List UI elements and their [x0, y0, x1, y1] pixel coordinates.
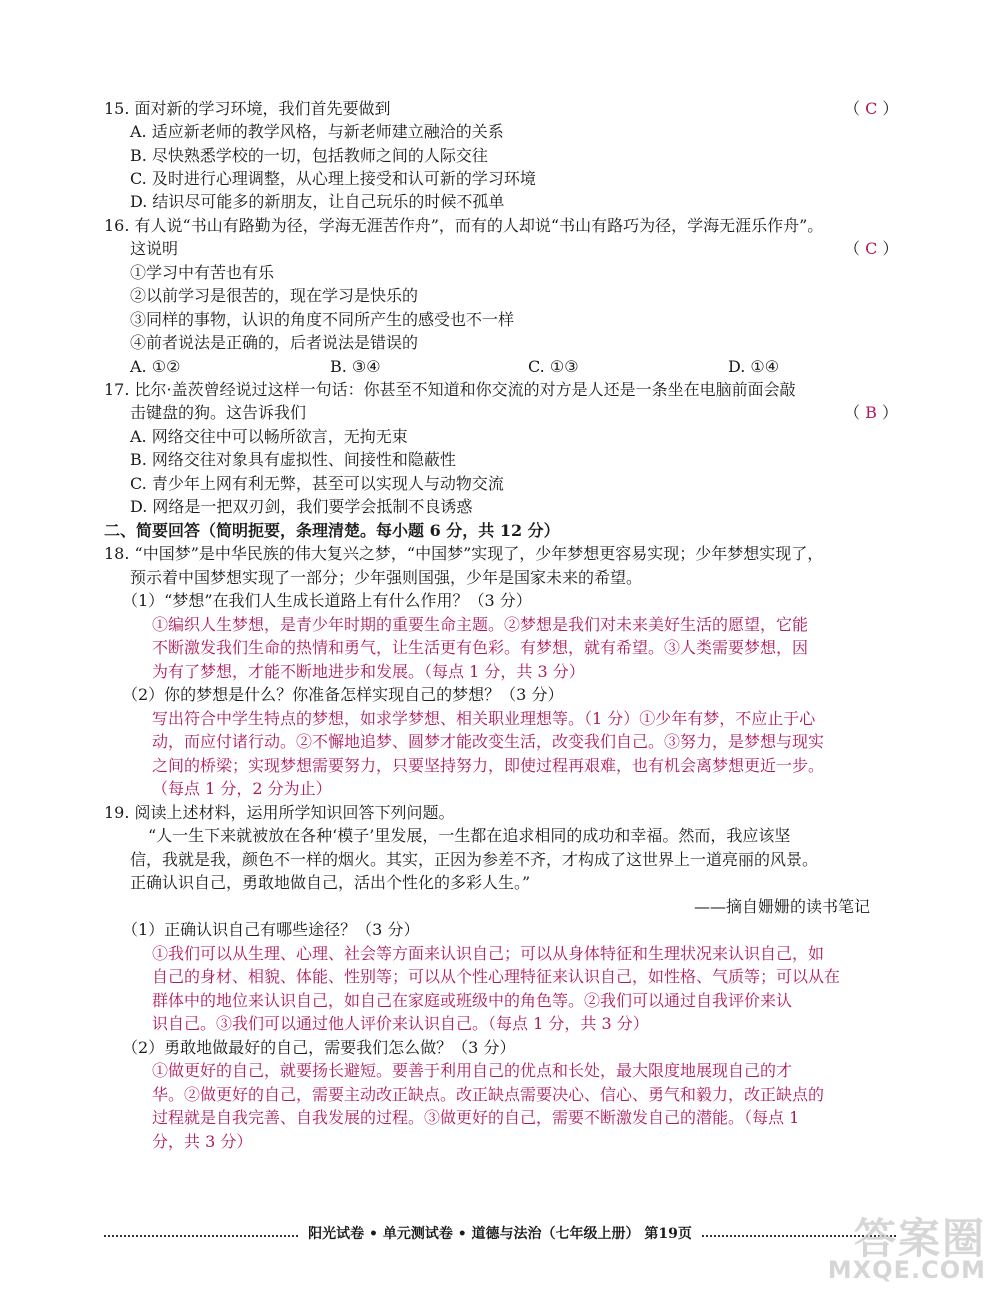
q19-sub2-answer-line1: ①做更好的自己，就要扬长避短。要善于利用自己的优点和长处，最大限度地展现自己的才: [152, 1061, 793, 1080]
q18-stem-line1: 18. “中国梦”是中华民族的伟大复兴之梦，“中国梦”实现了，少年梦想更容易实现；少年梦想实现了，: [104, 544, 824, 563]
q15-answer: C: [865, 99, 878, 118]
q16-statement-1: ①学习中有苦也有乐: [130, 263, 275, 282]
q15-stem: 15. 面对新的学习环境，我们首先要做到: [104, 99, 391, 118]
q19-quote-line3: 正确认识自己，勇敢地做自己，活出个性化的多彩人生。”: [130, 873, 531, 892]
bracket-right: ）: [876, 403, 898, 422]
bracket-right: ）: [877, 99, 899, 118]
q18-sub2-answer-line4: （每点 1 分，2 分为止）: [152, 779, 332, 798]
q18-sub1-answer-line2: 不断激发我们生命的热情和勇气，让生活更有色彩。有梦想，就有希望。③人类需要梦想，因: [152, 638, 809, 657]
q18-sub2-answer-line2: 动，而应付诸行动。②不懈地追梦、圆梦才能改变生活，改变我们自己。③努力，是梦想与现实: [152, 732, 825, 751]
q15-option-a: A. 适应新老师的教学风格，与新老师建立融洽的关系: [130, 122, 504, 141]
q17-option-a: A. 网络交往中可以畅所欲言，无拘无束: [130, 427, 408, 446]
q16-option-b: B. ③④: [330, 357, 381, 376]
watermark-title: 答案圈: [853, 1214, 986, 1263]
footer-text: 阳光试卷 • 单元测试卷 • 道德与法治（七年级上册） 第19页: [308, 1226, 692, 1242]
bracket-left: （: [844, 239, 866, 258]
q16-statement-2: ②以前学习是很苦的，现在学习是快乐的: [130, 286, 419, 305]
q19-sub1-answer-line3: 群体中的地位来认识自己，如自己在家庭或班级中的角色等。②我们可以通过自我评价来认: [152, 991, 793, 1010]
q16-answer: C: [865, 239, 878, 258]
q15-option-d: D. 结识尽可能多的新朋友，让自己玩乐的时候不孤单: [130, 192, 505, 211]
q19-quote-line2: 信，我就是我，颜色不一样的烟火。其实，正因为参差不齐，才构成了这世界上一道亮丽的风景。: [130, 850, 819, 869]
page-footer: [104, 1222, 896, 1246]
q18-sub1-question: （1）“梦想”在我们人生成长道路上有什么作用？（3 分）: [122, 591, 532, 610]
q19-sub1-question: （1）正确认识自己有哪些途径？（3 分）: [122, 920, 420, 939]
q16-answer-bracket: [844, 238, 898, 260]
q18-sub1-answer-line1: ①编织人生梦想，是青少年时期的重要生命主题。②梦想是我们对未来美好生活的愿望，它能: [152, 615, 809, 634]
q18-sub2-answer-line1: 写出符合中学生特点的梦想，如求学梦想、相关职业理想等。（1 分）①少年有梦，不应止于心: [152, 709, 816, 728]
q17-option-b: B. 网络交往对象具有虚拟性、间接性和隐蔽性: [130, 450, 456, 469]
q19-quote-line1: “人一生下来就被放在各种‘模子’里发展，一生都在追求相同的成功和幸福。然而，我应该坚: [148, 826, 791, 845]
q19-sub1-answer-line2: 自己的身材、相貌、体能、性别等；可以从个性心理特征来认识自己，如性格、气质等；可以从在: [152, 967, 841, 986]
q19-sub2-question: （2）勇敢地做最好的自己，需要我们怎么做？（3 分）: [122, 1038, 516, 1057]
q18-sub2-answer-line3: 之间的桥梁；实现梦想需要努力，只要坚持努力，即使过程再艰难，也有机会离梦想更近一步。: [152, 756, 825, 775]
q19-sub2-answer-line3: 过程就是自我完善、自我发展的过程。③做更好的自己，需要不断激发自己的潜能。（每点 1: [152, 1108, 800, 1127]
q19-sub2-answer-line2: 华。②做更好的自己，需要主动改正缺点。改正缺点需要决心、信心、勇气和毅力，改正缺点的: [152, 1085, 825, 1104]
q19-sub1-answer-line4: 识自己。③我们可以通过他人评价来认识自己。（每点 1 分，共 3 分）: [152, 1014, 649, 1033]
q19-sub1-answer-line1: ①我们可以从生理、心理、社会等方面来认识自己；可以从身体特征和生理状况来认识自己，如: [152, 944, 825, 963]
footer-dotted-rule-left: [104, 1235, 298, 1237]
q17-answer: B: [865, 403, 877, 422]
q16-option-a: A. ①②: [130, 357, 181, 376]
q16-stem-line1: 16. 有人说“书山有路勤为径，学海无涯苦作舟”，而有的人却说“书山有路巧为径，学海无涯乐作舟”。: [104, 216, 824, 235]
q18-sub1-answer-line3: 为有了梦想，才能不断地进步和发展。（每点 1 分，共 3 分）: [152, 662, 585, 681]
q19-quote-source: ——摘自姗姗的读书笔记: [694, 897, 871, 916]
q15-option-b: B. 尽快熟悉学校的一切，包括教师之间的人际交往: [130, 146, 488, 165]
bracket-left: （: [844, 99, 866, 118]
watermark-url: MXQE.COM: [827, 1256, 986, 1284]
q15-option-c: C. 及时进行心理调整，从心理上接受和认可新的学习环境: [130, 169, 536, 188]
q16-stem-line2: 这说明: [130, 239, 179, 258]
q16-option-c: C. ①③: [528, 357, 579, 376]
section-two-heading: 二、简要回答（简明扼要，条理清楚。每小题 6 分，共 12 分）: [104, 521, 560, 540]
q16-option-d: D. ①④: [728, 357, 780, 376]
q18-sub2-question: （2）你的梦想是什么？你准备怎样实现自己的梦想？（3 分）: [122, 685, 564, 704]
bracket-right: ）: [877, 239, 899, 258]
bracket-left: （: [844, 403, 866, 422]
q17-option-d: D. 网络是一把双刃剑，我们要学会抵制不良诱惑: [130, 497, 473, 516]
q17-stem-line2: 击键盘的狗。这告诉我们: [130, 403, 307, 422]
q16-statement-4: ④前者说法是正确的，后者说法是错误的: [130, 333, 419, 352]
q17-option-c: C. 青少年上网有利无弊，甚至可以实现人与动物交流: [130, 474, 504, 493]
q19-sub2-answer-line4: 分，共 3 分）: [152, 1132, 253, 1151]
q15-answer-bracket: [844, 98, 898, 120]
q17-stem-line1: 17. 比尔·盖茨曾经说过这样一句话：你甚至不知道和你交流的对方是人还是一条坐在电脑前面会敲: [104, 380, 796, 399]
q19-stem: 19. 阅读上述材料，运用所学知识回答下列问题。: [104, 803, 455, 822]
watermark-logo: [816, 1200, 986, 1288]
q18-stem-line2: 预示着中国梦想实现了一部分；少年强则国强，少年是国家未来的希望。: [130, 568, 643, 587]
q16-statement-3: ③同样的事物，认识的角度不同所产生的感受也不一样: [130, 310, 515, 329]
q17-answer-bracket: [844, 402, 898, 424]
